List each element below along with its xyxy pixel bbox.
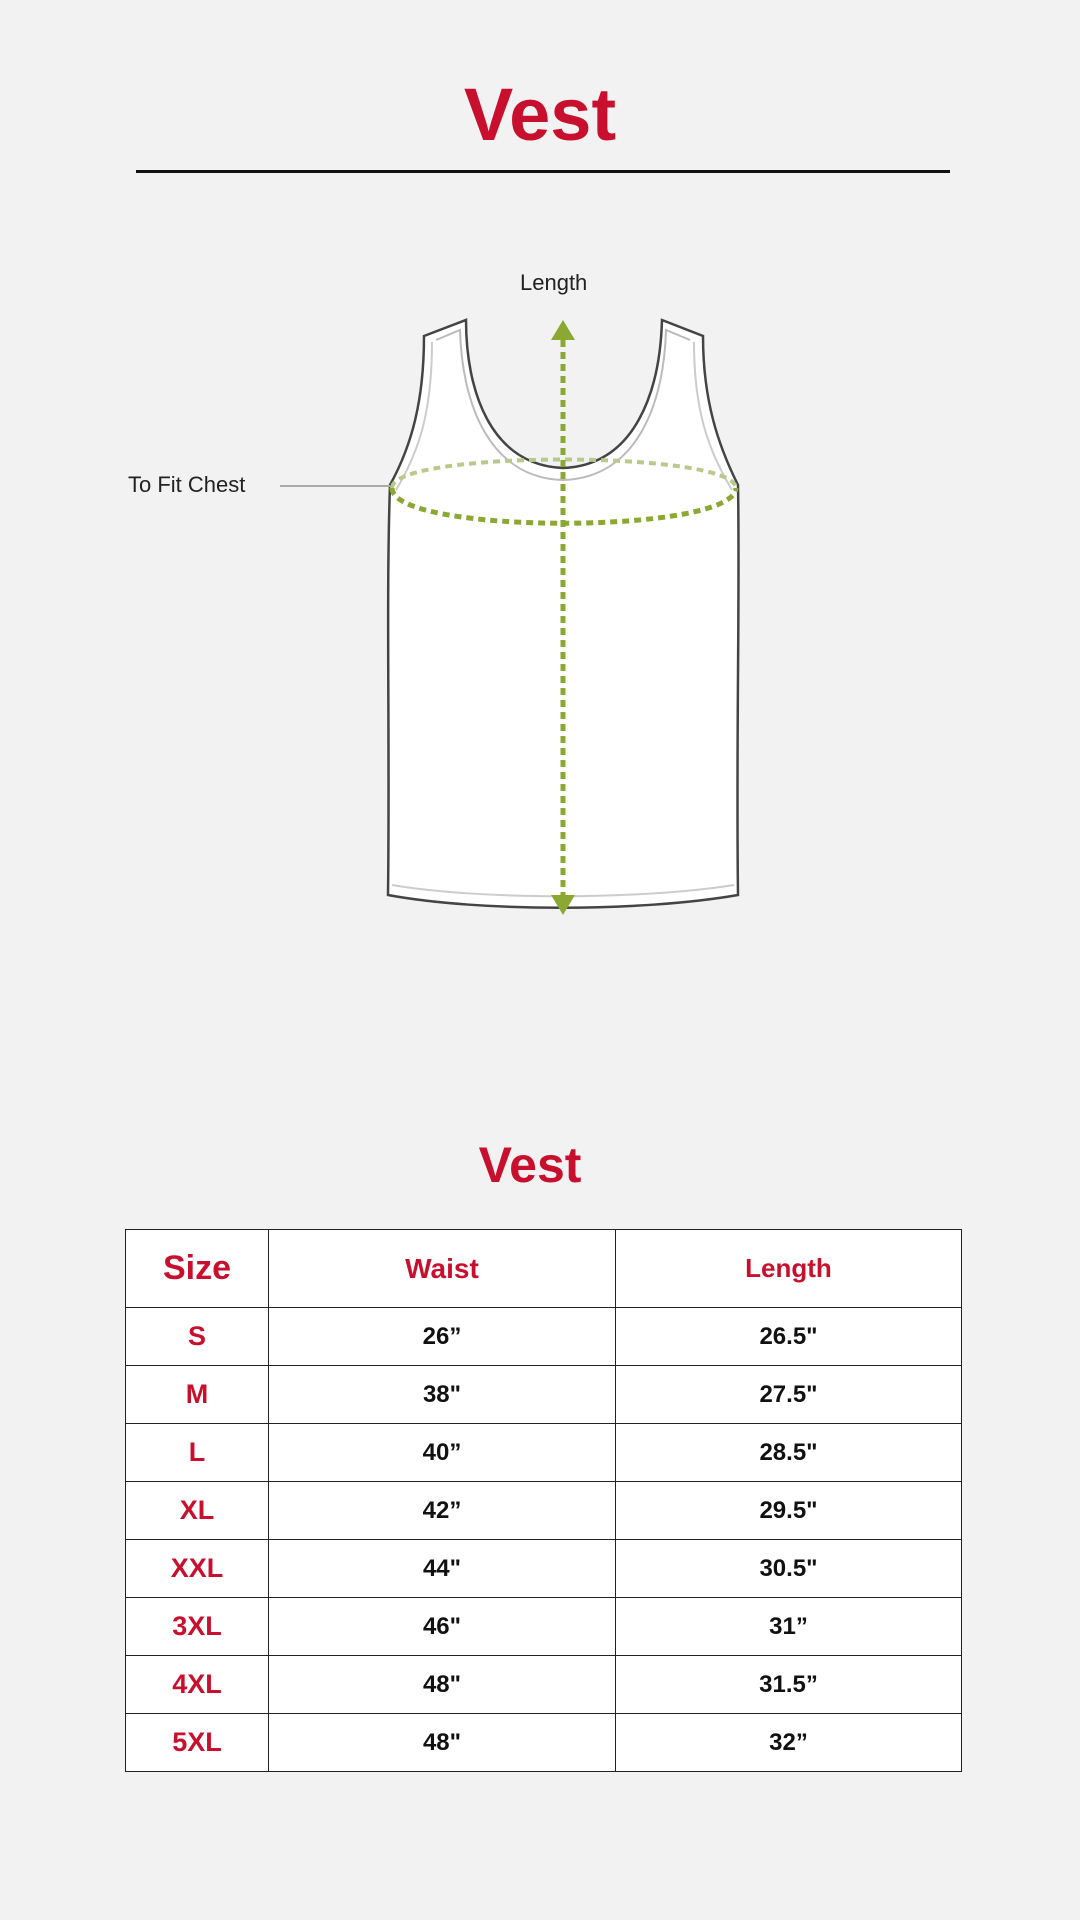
- waist-cell: 38": [269, 1366, 616, 1424]
- length-cell: 30.5": [616, 1540, 962, 1598]
- length-cell: 31”: [616, 1598, 962, 1656]
- size-cell: 3XL: [126, 1598, 269, 1656]
- table-row: [126, 1714, 962, 1772]
- waist-cell: 42”: [269, 1482, 616, 1540]
- vest-illustration: [0, 260, 1080, 940]
- table-header-row: [126, 1230, 962, 1308]
- page-title: Vest: [463, 73, 617, 156]
- waist-cell: 44": [269, 1540, 616, 1598]
- size-cell: XXL: [126, 1540, 269, 1598]
- chest-label: To Fit Chest: [128, 472, 246, 497]
- table-row: [126, 1366, 962, 1424]
- length-cell: 28.5": [616, 1424, 962, 1482]
- size-cell: L: [126, 1424, 269, 1482]
- table-row: [126, 1482, 962, 1540]
- waist-cell: 46": [269, 1598, 616, 1656]
- size-cell: S: [126, 1308, 269, 1366]
- size-cell: XL: [126, 1482, 269, 1540]
- size-cell: 5XL: [126, 1714, 269, 1772]
- size-cell: 4XL: [126, 1656, 269, 1714]
- length-cell: 26.5": [616, 1308, 962, 1366]
- length-cell: 29.5": [616, 1482, 962, 1540]
- length-cell: 31.5”: [616, 1656, 962, 1714]
- table-row: [126, 1598, 962, 1656]
- waist-cell: 40”: [269, 1424, 616, 1482]
- header-length: Length: [616, 1230, 962, 1308]
- table-row: [126, 1308, 962, 1366]
- header-size: Size: [126, 1230, 269, 1308]
- table-row: [126, 1424, 962, 1482]
- table-row: [126, 1540, 962, 1598]
- length-cell: 32”: [616, 1714, 962, 1772]
- waist-cell: 48": [269, 1714, 616, 1772]
- vest-diagram: [0, 260, 1080, 940]
- header-waist: Waist: [269, 1230, 616, 1308]
- table-row: [126, 1656, 962, 1714]
- size-chart-table: [125, 1229, 962, 1772]
- size-cell: M: [126, 1366, 269, 1424]
- length-label: Length: [520, 270, 588, 295]
- title-divider: [136, 170, 950, 173]
- table-title: Vest: [478, 1137, 582, 1193]
- waist-cell: 26”: [269, 1308, 616, 1366]
- length-cell: 27.5": [616, 1366, 962, 1424]
- waist-cell: 48": [269, 1656, 616, 1714]
